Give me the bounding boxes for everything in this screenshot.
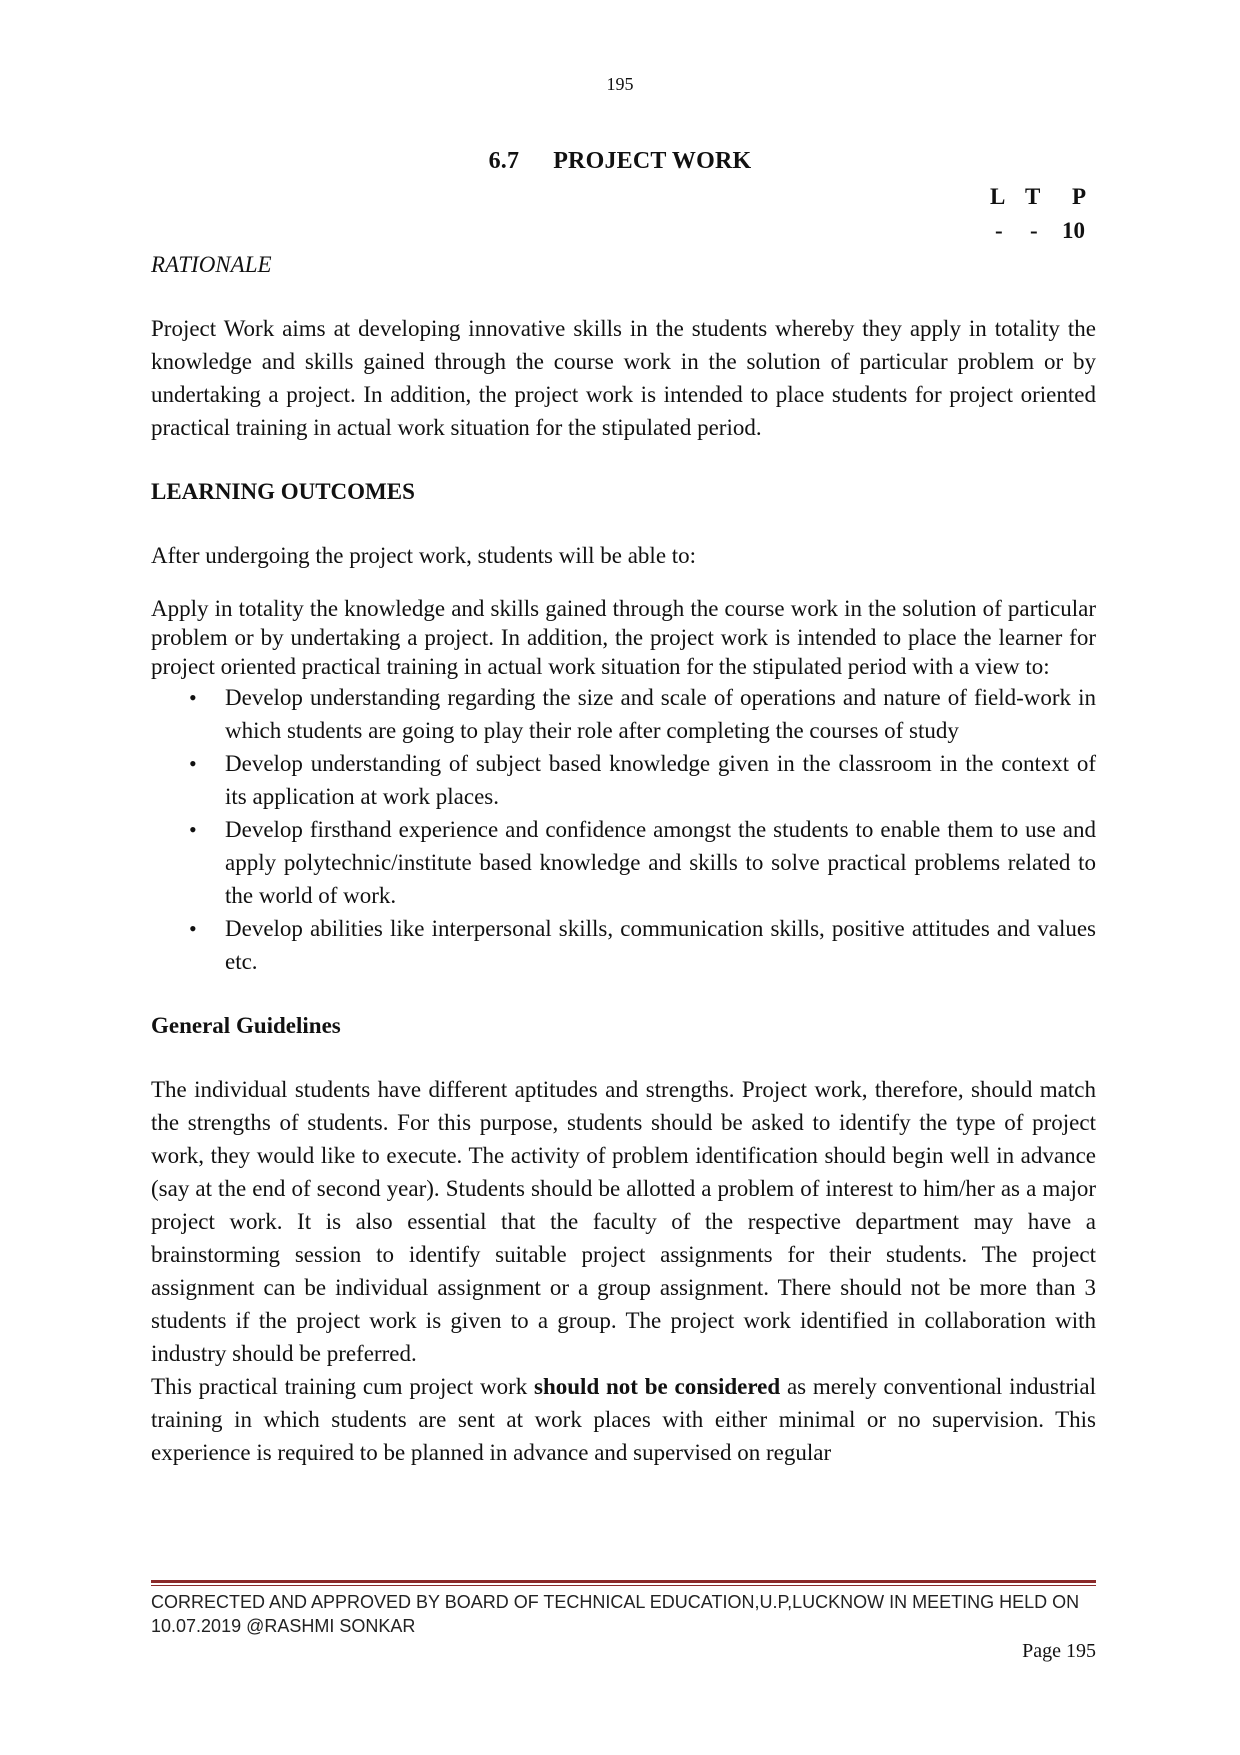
para2-bold-text: should not be considered (534, 1374, 781, 1399)
para2-text-end: as merely conventional industrial training in which students are sent at work places with either minimal or no supervision. This experience is required to be planned in advance and supervised on regular (151, 1374, 1096, 1465)
footer-rule-thin (151, 1585, 1096, 1586)
ltp-value-t: - (1030, 218, 1038, 243)
list-item: • Develop understanding of subject based knowledge given in the classroom in the context of its application at work places. (225, 747, 1096, 813)
rationale-text: Project Work aims at developing innovative skills in the students whereby they apply in totality the knowledge and skills gained through the course work in the solution of particular problem or by undertaking a project. In addition, the project work is intended to place students for project oriented practical training in actual work situation for the stipulated period. (151, 316, 1096, 440)
list-item: • Develop abilities like interpersonal skills, communication skills, positive attitudes and values etc. (225, 912, 1096, 978)
learning-outcomes-list (151, 681, 1096, 978)
footer-rule-thick (151, 1580, 1096, 1583)
list-item: • Develop firsthand experience and confidence amongst the students to enable them to use and apply polytechnic/institute based knowledge and skills to solve practical problems related to the world of work. (225, 813, 1096, 912)
learning-outcomes-heading: LEARNING OUTCOMES (151, 479, 415, 504)
section-title (0, 148, 1240, 175)
ltp-value-p: 10 (1062, 218, 1085, 243)
general-guidelines-heading: General Guidelines (151, 1013, 341, 1038)
ltp-header-l: L (990, 184, 1006, 209)
learning-outcomes-para: Apply in totality the knowledge and skills gained through the course work in the solution of particular problem or by undertaking a project. In addition, the project work is intended to place the learner for project oriented practical training in actual work situation for the stipulated period with a view to: (151, 596, 1096, 679)
ltp-header-t: T (1025, 184, 1041, 209)
general-guidelines-para1: The individual students have different aptitudes and strengths. Project work, therefore, should match the strengths of students. For this purpose, students should be asked to identify the type of project work, they would like to execute. The activity of problem identification should begin well in advance (say at the end of second year). Students should be allotted a problem of interest to him/her as a major project work. It is also essential that the faculty of the respective department may have a brainstorming session to identify suitable project assignments for their students. The project assignment can be individual assignment or a group assignment. There should not be more than 3 students if the project work is given to a group. The project work identified in collaboration with industry should be preferred. (151, 1077, 1096, 1366)
page-number-top: 195 (606, 74, 634, 94)
ltp-header-p: P (1072, 184, 1087, 209)
footer-text: CORRECTED AND APPROVED BY BOARD OF TECHNICAL EDUCATION,U.P,LUCKNOW IN MEETING HELD ON 10.07.2019 @RASHMI SONKAR (151, 1592, 1080, 1636)
list-item: • Develop understanding regarding the size and scale of operations and nature of field-work in which students are going to play their role after completing the courses of study (225, 681, 1096, 747)
learning-outcomes-intro: After undergoing the project work, students will be able to: (151, 543, 697, 568)
main-content (151, 248, 1096, 1469)
section-number: 6.7 (488, 148, 520, 174)
footer-page-number: Page 195 (1022, 1640, 1096, 1662)
para2-text-start: This practical training cum project work (151, 1374, 535, 1399)
section-title-text: PROJECT WORK (553, 148, 752, 174)
general-guidelines-para2 (151, 1370, 1096, 1469)
rationale-heading: RATIONALE (151, 252, 272, 277)
ltp-value-l: - (995, 218, 1003, 243)
